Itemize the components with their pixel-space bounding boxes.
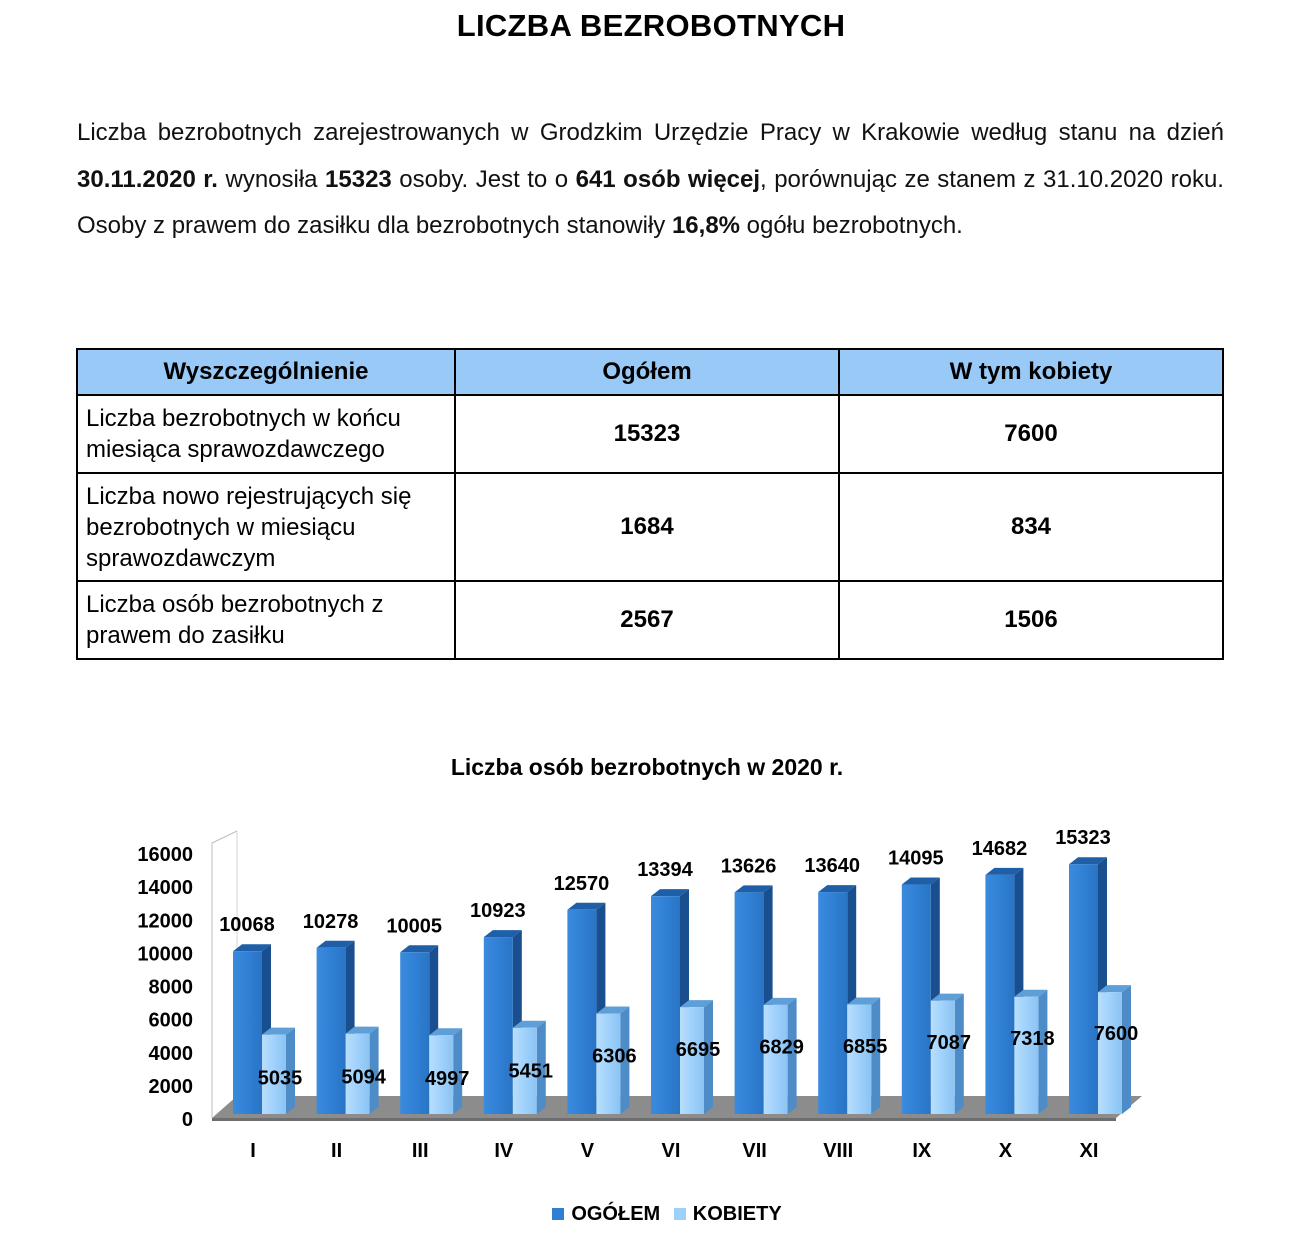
row-women: 1506 — [839, 581, 1223, 659]
row-women: 834 — [839, 473, 1223, 581]
header-item: Wyszczególnienie — [77, 349, 455, 395]
bar-women — [764, 1005, 788, 1114]
y-tick-label: 16000 — [137, 844, 193, 866]
data-label-total: 13394 — [637, 859, 693, 882]
total-unemployed: 15323 — [325, 165, 392, 193]
intro-text-4: , porównując ze stanem z 31.10.2020 roku. Osoby z prawem do zasiłku dla bezrobotnych stanowiły — [77, 165, 1224, 239]
y-tick-label: 10000 — [137, 943, 193, 966]
data-label-total: 15323 — [1055, 827, 1111, 850]
x-tick-label: XI — [1079, 1140, 1099, 1162]
y-tick-label: 0 — [181, 1109, 193, 1131]
data-label-women: 6855 — [842, 1035, 888, 1058]
bar-total — [818, 892, 847, 1114]
x-tick-label: IX — [912, 1140, 932, 1162]
x-tick-label: IV — [494, 1140, 514, 1162]
intro-text-3: osoby. Jest to o — [391, 165, 576, 193]
row-label: Liczba osób bezrobotnych z prawem do zasiłku — [77, 581, 455, 659]
data-label-women: 5094 — [341, 1066, 386, 1089]
x-tick-label: VIII — [823, 1140, 854, 1162]
legend-item-women — [674, 1203, 782, 1226]
bar-women — [1014, 997, 1038, 1114]
data-label-total: 14095 — [887, 847, 944, 870]
bar-total — [1069, 864, 1098, 1114]
data-label-total: 10923 — [469, 900, 526, 923]
data-label-total: 13640 — [804, 855, 861, 878]
data-label-total: 13626 — [720, 855, 777, 878]
row-women: 7600 — [839, 395, 1223, 473]
data-label-total: 10005 — [386, 915, 443, 938]
y-tick-label: 8000 — [148, 976, 193, 999]
data-label-women: 7600 — [1093, 1023, 1139, 1046]
bar-total — [902, 885, 931, 1114]
data-label-women: 6306 — [592, 1045, 637, 1068]
bar-women-side — [1038, 990, 1047, 1114]
legend-swatch-total — [552, 1208, 564, 1220]
bar-women — [1098, 992, 1122, 1114]
y-tick-label: 2000 — [148, 1075, 193, 1098]
report-date: 30.11.2020 r. — [77, 165, 218, 193]
x-tick-label: II — [331, 1140, 343, 1162]
intro-text-2: wynosiła — [217, 165, 326, 193]
row-label: Liczba nowo rejestrujących się bezrobotnych w miesiącu sprawozdawczym — [77, 473, 455, 581]
data-label-women: 5451 — [508, 1060, 554, 1083]
bar-total — [484, 937, 513, 1114]
x-tick-label: VII — [742, 1140, 767, 1162]
data-label-total: 12570 — [553, 872, 610, 895]
page-title: LICZBA BEZROBOTNYCH — [456, 8, 846, 43]
bar-women — [847, 1004, 871, 1114]
bar-total — [317, 948, 346, 1114]
bar-total — [567, 910, 596, 1114]
chart-title: Liczba osób bezrobotnych w 2020 r. — [450, 754, 844, 780]
bar-women-side — [1122, 985, 1131, 1114]
x-tick-label: VI — [661, 1140, 681, 1162]
monthly-change: 641 osób więcej — [575, 165, 761, 193]
data-label-total: 10068 — [219, 914, 275, 937]
row-total: 15323 — [455, 395, 839, 473]
x-tick-label: V — [580, 1140, 595, 1162]
bar-total — [985, 875, 1014, 1114]
bar-women — [931, 1001, 955, 1114]
y-tick-label: 6000 — [148, 1009, 193, 1032]
data-label-total: 10278 — [302, 910, 359, 933]
chart-floor-edge — [212, 1118, 1116, 1121]
legend-swatch-women — [674, 1208, 686, 1220]
data-label-women: 4997 — [424, 1068, 470, 1091]
data-label-women: 7318 — [1010, 1027, 1055, 1050]
intro-text-1: Liczba bezrobotnych zarejestrowanych w Grodzkim Urzędzie Pracy w Krakowie według stanu na dzień — [77, 119, 1224, 146]
header-total: Ogółem — [455, 349, 839, 395]
data-label-women: 6695 — [675, 1038, 721, 1061]
y-tick-label: 12000 — [137, 910, 193, 933]
legend-label-women: KOBIETY — [692, 1203, 782, 1225]
row-total: 1684 — [455, 473, 839, 581]
row-total: 2567 — [455, 581, 839, 659]
bar-total — [651, 896, 680, 1114]
intro-text-5: ogółu bezrobotnych. — [740, 212, 963, 239]
legend-item-total — [552, 1203, 660, 1226]
x-tick-label: I — [250, 1140, 256, 1162]
legend-label-total: OGÓŁEM — [571, 1203, 661, 1225]
row-label: Liczba bezrobotnych w końcu miesiąca sprawozdawczego — [77, 395, 455, 473]
y-tick-label: 4000 — [148, 1042, 193, 1065]
data-label-women: 5035 — [257, 1067, 303, 1090]
benefit-share: 16,8% — [671, 212, 741, 239]
x-tick-label: X — [998, 1140, 1013, 1162]
header-women: W tym kobiety — [839, 349, 1223, 395]
chart-legend — [0, 1203, 1289, 1226]
data-label-women: 6829 — [759, 1036, 804, 1059]
data-label-women: 7087 — [926, 1031, 972, 1054]
data-label-total: 14682 — [971, 837, 1028, 860]
y-tick-label: 14000 — [137, 877, 193, 900]
bar-total — [735, 892, 764, 1114]
x-tick-label: III — [411, 1140, 429, 1162]
